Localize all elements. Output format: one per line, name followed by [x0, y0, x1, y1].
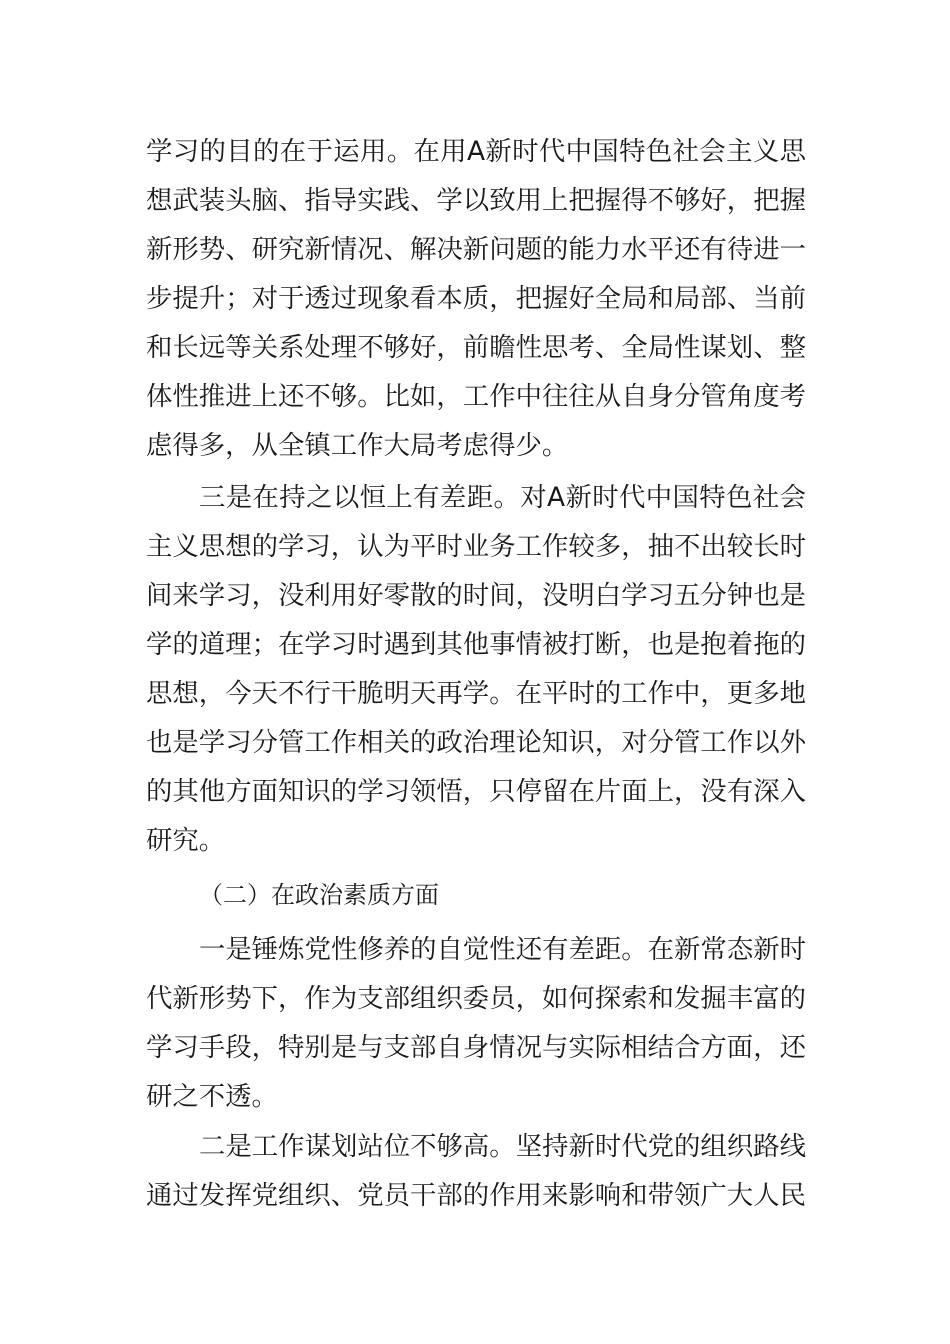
text-line-3: 新形势、研究新情况、解决新问题的能力水平还有待进一	[146, 234, 806, 265]
text-line-21: 二是工作谋划站位不够高。坚持新时代党的组织路线	[199, 1131, 806, 1162]
text-line-9: 主义思想的学习，认为平时业务工作较多，抽不出较长时	[146, 531, 806, 562]
text-line-11: 学的道理；在学习时遇到其他事情被打断，也是抱着拖的	[146, 629, 806, 660]
text-line-17: 一是锤炼党性修养的自觉性还有差距。在新常态新时	[199, 934, 806, 965]
text-line-1: 学习的目的在于运用。在用A新时代中国特色社会主义思	[146, 136, 806, 167]
text-line-22: 通过发挥党组织、党员干部的作用来影响和带领广大人民	[146, 1180, 806, 1211]
text-line-6: 体性推进上还不够。比如，工作中往往从自身分管角度考	[146, 381, 806, 412]
section-heading: （二）在政治素质方面	[199, 881, 439, 909]
text-line-18: 代新形势下，作为支部组织委员，如何探索和发掘丰富的	[146, 983, 806, 1014]
text-line-13: 也是学习分管工作相关的政治理论知识，对分管工作以外	[146, 727, 806, 758]
text-line-8: 三是在持之以恒上有差距。对A新时代中国特色社会	[199, 482, 806, 513]
text-line-14: 的其他方面知识的学习领悟，只停留在片面上，没有深入	[146, 776, 806, 807]
text-line-15: 研究。	[146, 825, 226, 856]
text-line-4: 步提升；对于透过现象看本质，把握好全局和局部、当前	[146, 283, 806, 314]
text-line-10: 间来学习，没利用好零散的时间，没明白学习五分钟也是	[146, 580, 806, 611]
text-line-2: 想武装头脑、指导实践、学以致用上把握得不够好，把握	[146, 185, 806, 216]
text-line-5: 和长远等关系处理不够好，前瞻性思考、全局性谋划、整	[146, 332, 806, 363]
text-line-19: 学习手段，特别是与支部自身情况与实际相结合方面，还	[146, 1032, 806, 1063]
text-line-20: 研之不透。	[146, 1081, 278, 1112]
text-line-12: 思想，今天不行干脆明天再学。在平时的工作中，更多地	[146, 678, 806, 709]
text-line-7: 虑得多，从全镇工作大局考虑得少。	[146, 430, 569, 461]
